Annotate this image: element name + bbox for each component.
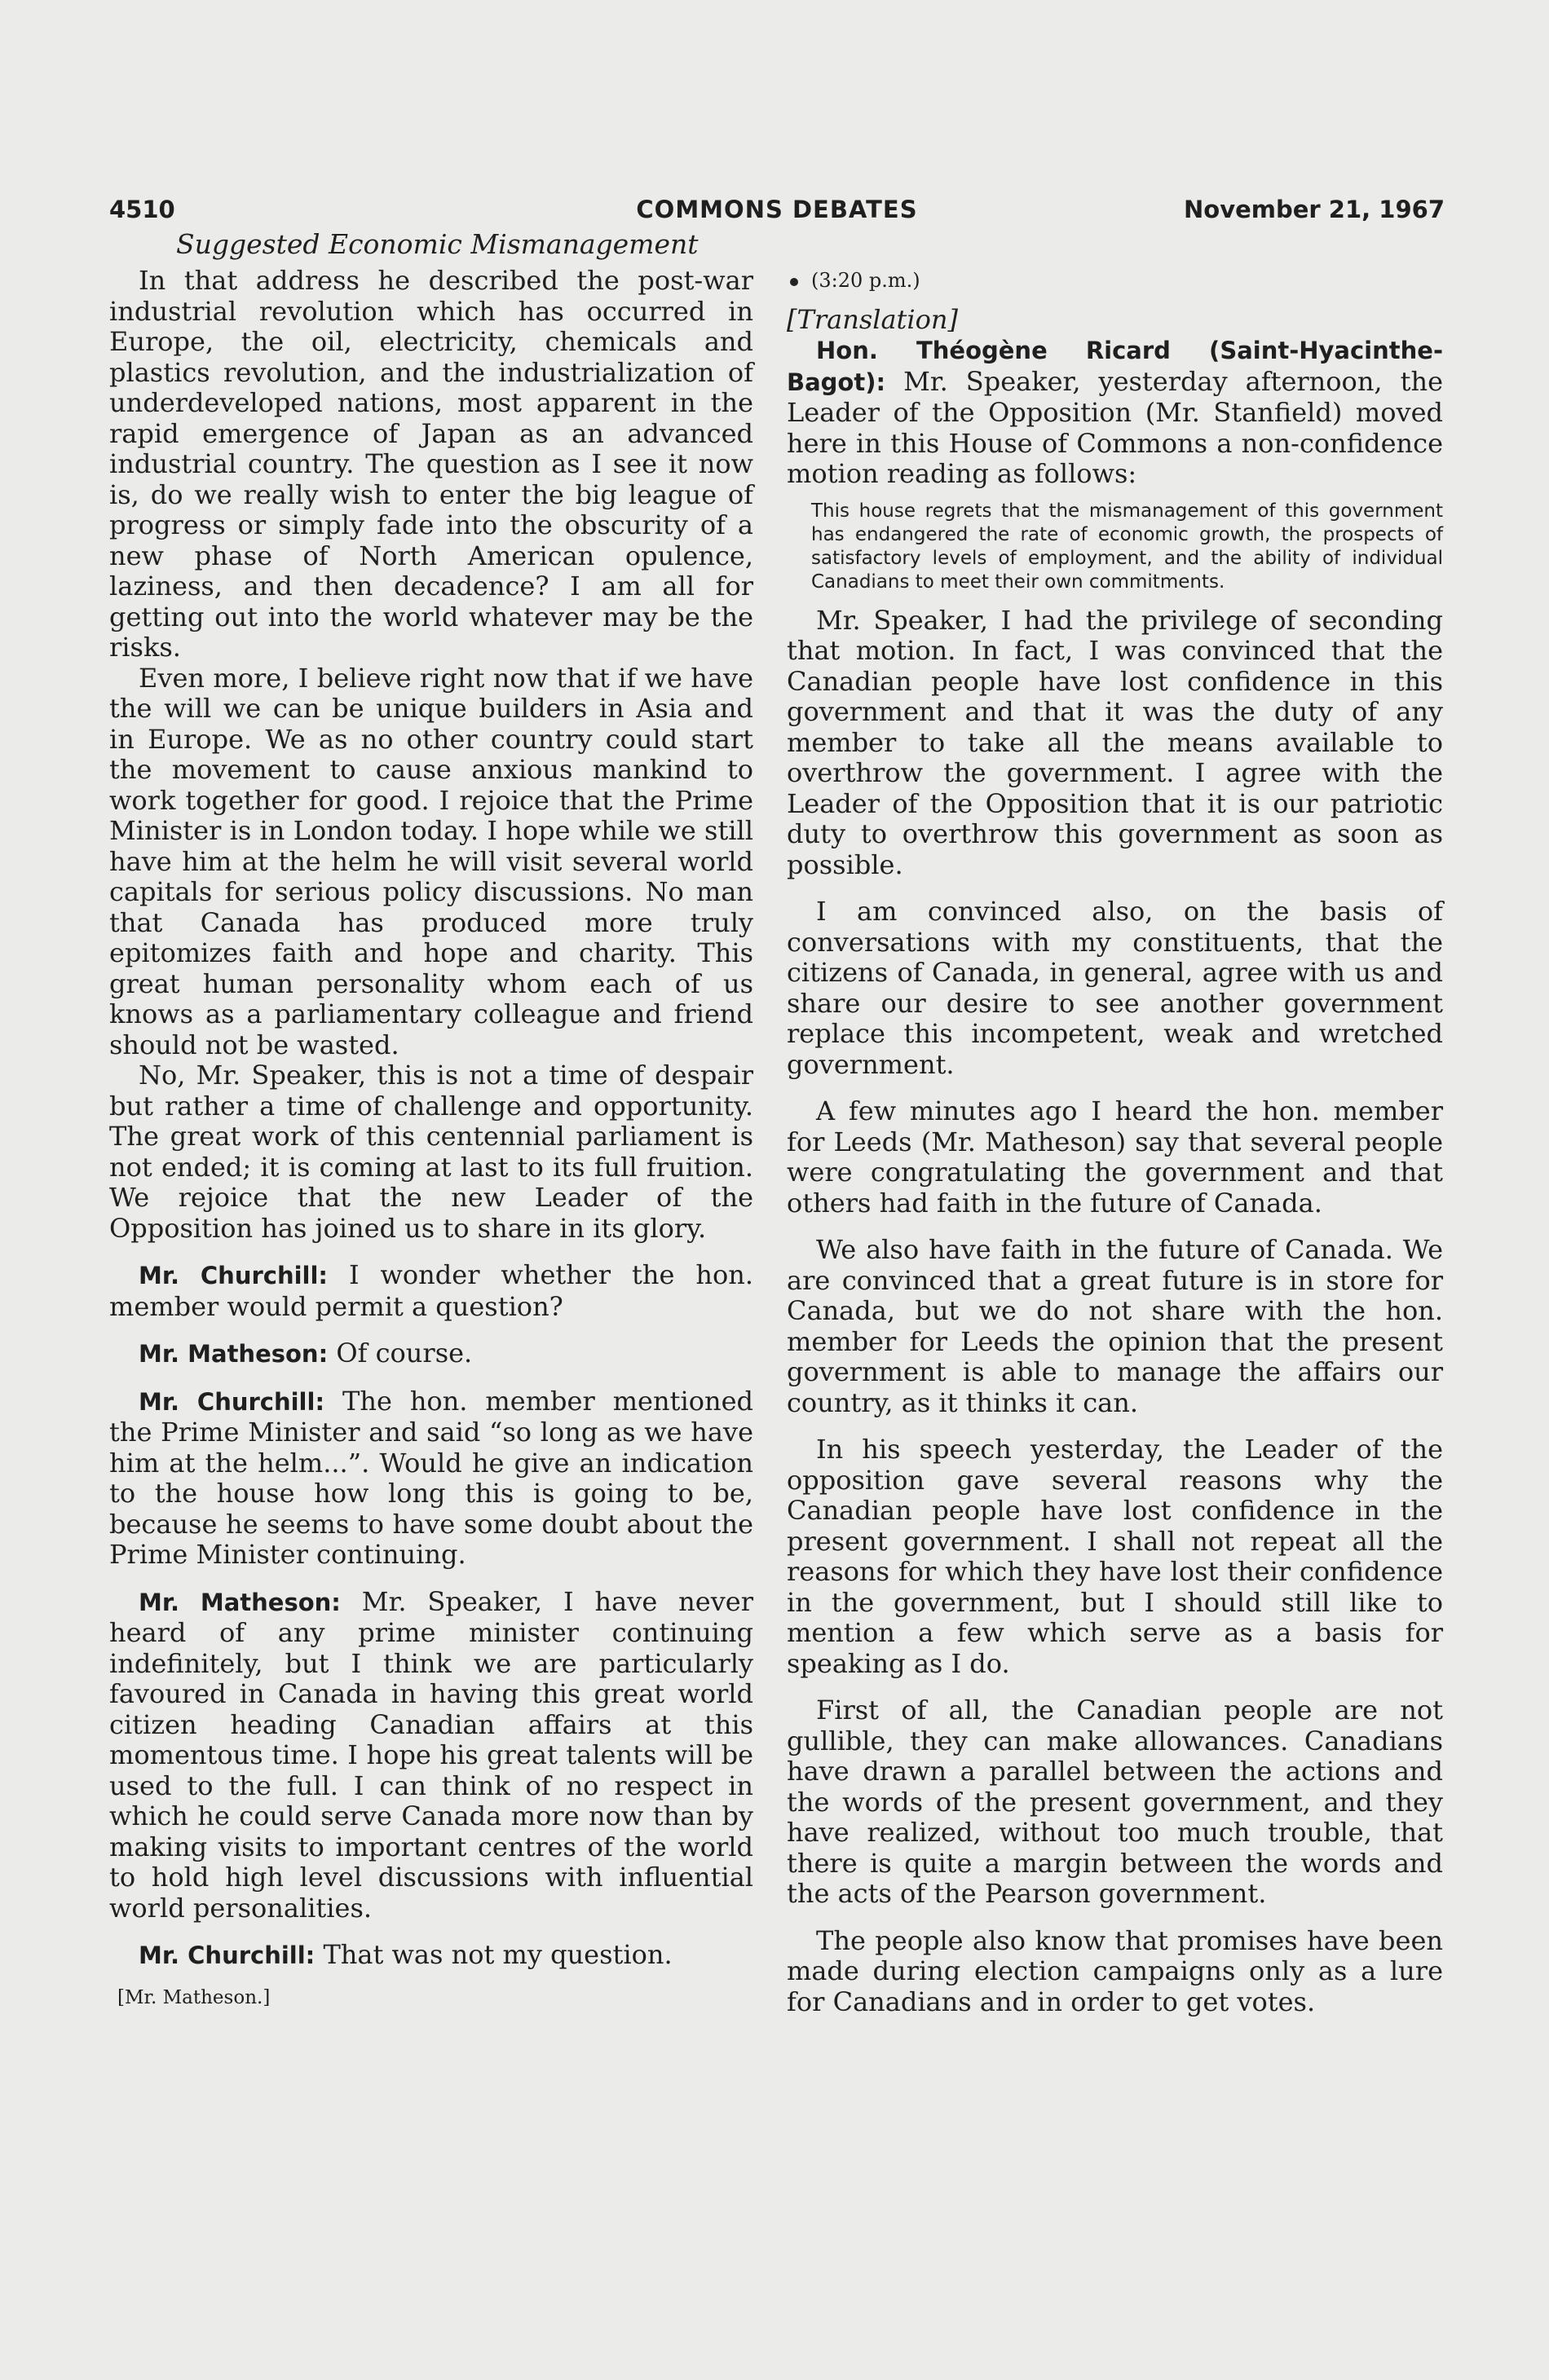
speech bbox=[109, 1260, 753, 1322]
right-column bbox=[787, 266, 1443, 2017]
paragraph: We also have faith in the future of Canada. We are convinced that a great future is in store for Canada, but we do not share with the hon. member for Leeds the opinion that the present government is able to manage the affairs our country, as it thinks it can. bbox=[787, 1234, 1443, 1418]
publication-title: COMMONS DEBATES bbox=[636, 196, 918, 223]
speaker-footer-note: [Mr. Matheson.] bbox=[117, 1986, 271, 2008]
page-header bbox=[109, 196, 1445, 228]
bullet-icon bbox=[790, 278, 798, 286]
speaker-name: Hon. Théogène Ricard (Saint-Hyacinthe-Bagot): bbox=[787, 337, 1443, 396]
time-marker bbox=[787, 266, 1443, 297]
speech-text: I wonder whether the hon. member would permit a question? bbox=[109, 1259, 753, 1322]
paragraph: No, Mr. Speaker, this is not a time of despair but rather a time of challenge and opportunity. The great work of this centennial parliament is not ended; it is coming at last to its full fruition. We rejoice that the new Leader of the Opposition has joined us to share in its glory. bbox=[109, 1060, 753, 1244]
speech-text: That was not my question. bbox=[315, 1939, 673, 1970]
paragraph: A few minutes ago I heard the hon. member for Leeds (Mr. Matheson) say that several people were congratulating the government and that others had faith in the future of Canada. bbox=[787, 1095, 1443, 1219]
translation-note: [Translation] bbox=[787, 303, 958, 335]
speech bbox=[109, 1386, 753, 1571]
speech-text: Mr. Speaker, I have never heard of any prime minister continuing indefinitely, but I think we are particularly favoured in Canada in having this great world citizen heading Canadian affairs at this momentous time. I hope his great talents will be used to the full. I can think of no respect in which he could serve Canada more now than by making visits to important centres of the world to hold high level discussions with influential world personalities. bbox=[109, 1585, 754, 1924]
speech bbox=[109, 1587, 753, 1924]
speech bbox=[109, 1338, 753, 1370]
paragraph: First of all, the Canadian people are not gullible, they can make allowances. Canadians have drawn a parallel between the actions and the words of the present government, and they have realized, without too much trouble, that there is quite a margin between the words and the acts of the Pearson government. bbox=[787, 1695, 1443, 1909]
speech bbox=[787, 335, 1443, 490]
paragraph: Mr. Speaker, I had the privilege of seconding that motion. In fact, I was convinced that the Canadian people have lost confidence in this government and that it was the duty of any member to take all the means available to overthrow the government. I agree with the Leader of the Opposition that it is our patriotic duty to overthrow this government as soon as possible. bbox=[787, 604, 1443, 880]
speech-text: Of course. bbox=[328, 1338, 473, 1368]
speaker-name: Mr. Matheson: bbox=[139, 1340, 329, 1368]
paragraph: In his speech yesterday, the Leader of the opposition gave several reasons why the Canadian people have lost confidence in the present government. I shall not repeat all the reasons for which they have lost their confidence in the government, but I should still like to mention a few which serve as a basis for speaking as I do. bbox=[787, 1434, 1443, 1679]
publication-date: November 21, 1967 bbox=[1184, 196, 1445, 223]
time-stamp: (3:20 p.m.) bbox=[811, 269, 920, 292]
speech-text: Mr. Speaker, yesterday afternoon, the Leader of the Opposition (Mr. Stanfield) moved here in this House of Commons a non-confidence motion reading as follows: bbox=[787, 365, 1443, 489]
speech-text: The hon. member mentioned the Prime Minister and said “so long as we have him at the helm...”. Would he give an indication to the house how long this is going to be, because he seems to have some doubt about the Prime Minister continuing. bbox=[109, 1385, 753, 1570]
paragraph: Even more, I believe right now that if we have the will we can be unique builders in Asia and in Europe. We as no other country could start the movement to cause anxious mankind to work together for good. I rejoice that the Prime Minister is in London today. I hope while we still have him at the helm he will visit several world capitals for serious policy discussions. No man that Canada has produced more truly epitomizes faith and hope and charity. This great human personality whom each of us knows as a parliamentary colleague and friend should not be wasted. bbox=[109, 662, 753, 1060]
paragraph: The people also know that promises have been made during election campaigns only as a lure for Canadians and in order to get votes. bbox=[787, 1924, 1443, 2017]
section-subheading: Suggested Economic Mismanagement bbox=[176, 228, 699, 260]
page-number: 4510 bbox=[109, 196, 175, 223]
motion-quote: This house regrets that the mismanagement of this government has endangered the rate of economic growth, the prospects of satisfactory levels of employment, and the ability of individual Canadians to meet their own commitments. bbox=[811, 500, 1443, 593]
speaker-name: Mr. Churchill: bbox=[139, 1387, 325, 1416]
paragraph: In that address he described the post-war industrial revolution which has occurred in Europe, the oil, electricity, chemicals and plastics revolution, and the industrialization of underdeveloped nations, most apparent in the rapid emergence of Japan as an advanced industrial country. The question as I see it now is, do we really wish to enter the big league of progress or simply fade into the obscurity of a new phase of North American opulence, laziness, and then decadence? I am all for getting out into the world whatever may be the risks. bbox=[109, 265, 753, 663]
speaker-name: Mr. Matheson: bbox=[139, 1588, 341, 1616]
speaker-name: Mr. Churchill: bbox=[139, 1941, 316, 1969]
left-column bbox=[109, 266, 753, 2013]
paragraph: I am convinced also, on the basis of conversations with my constituents, that the citizens of Canada, in general, agree with us and share our desire to see another government replace this incompetent, weak and wretched government. bbox=[787, 896, 1443, 1080]
speech bbox=[109, 1940, 753, 1972]
speaker-name: Mr. Churchill: bbox=[139, 1262, 329, 1289]
